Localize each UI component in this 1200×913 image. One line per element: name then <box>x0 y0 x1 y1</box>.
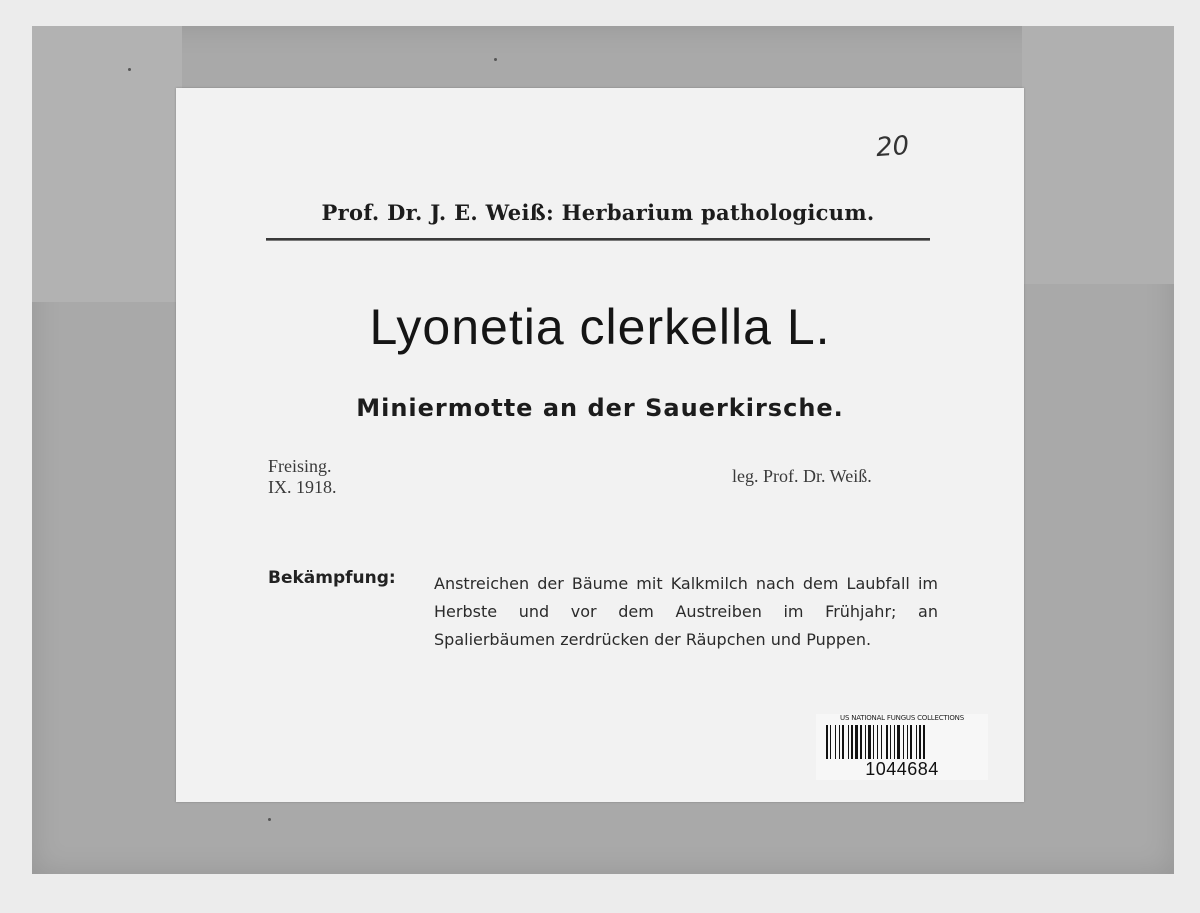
label-header: Prof. Dr. J. E. Weiß: Herbarium pathologicum. <box>321 200 875 225</box>
backing-fold-left <box>32 26 182 302</box>
locality-block <box>268 456 337 498</box>
paper-speck <box>268 818 271 821</box>
barcode-number: 1044684 <box>865 759 939 779</box>
barcode-header: US NATIONAL FUNGUS COLLECTIONS <box>840 714 964 722</box>
handwritten-note: 20 <box>874 130 911 164</box>
species-name: Lyonetia clerkella L. <box>369 299 831 355</box>
control-text: Anstreichen der Bäume mit Kalkmilch nach dem Laubfall im Herbste und vor dem Austreiben im Frühjahr; an Spalierbäumen zerdrücken der Räupchen und Puppen. <box>434 574 938 649</box>
header-rule <box>266 238 930 241</box>
backing-fold-right <box>1022 26 1174 284</box>
common-name: Miniermotte an der Sauerkirsche. <box>356 394 844 422</box>
specimen-label <box>176 88 1024 802</box>
control-title: Bekämpfung: <box>268 568 396 588</box>
paper-speck <box>494 58 497 61</box>
collection-date: IX. 1918. <box>268 477 337 497</box>
collector: leg. Prof. Dr. Weiß. <box>732 466 872 486</box>
paper-speck <box>128 68 131 71</box>
barcode-label <box>816 714 988 780</box>
barcode-icon <box>824 725 980 759</box>
locality-place: Freising. <box>268 456 332 476</box>
